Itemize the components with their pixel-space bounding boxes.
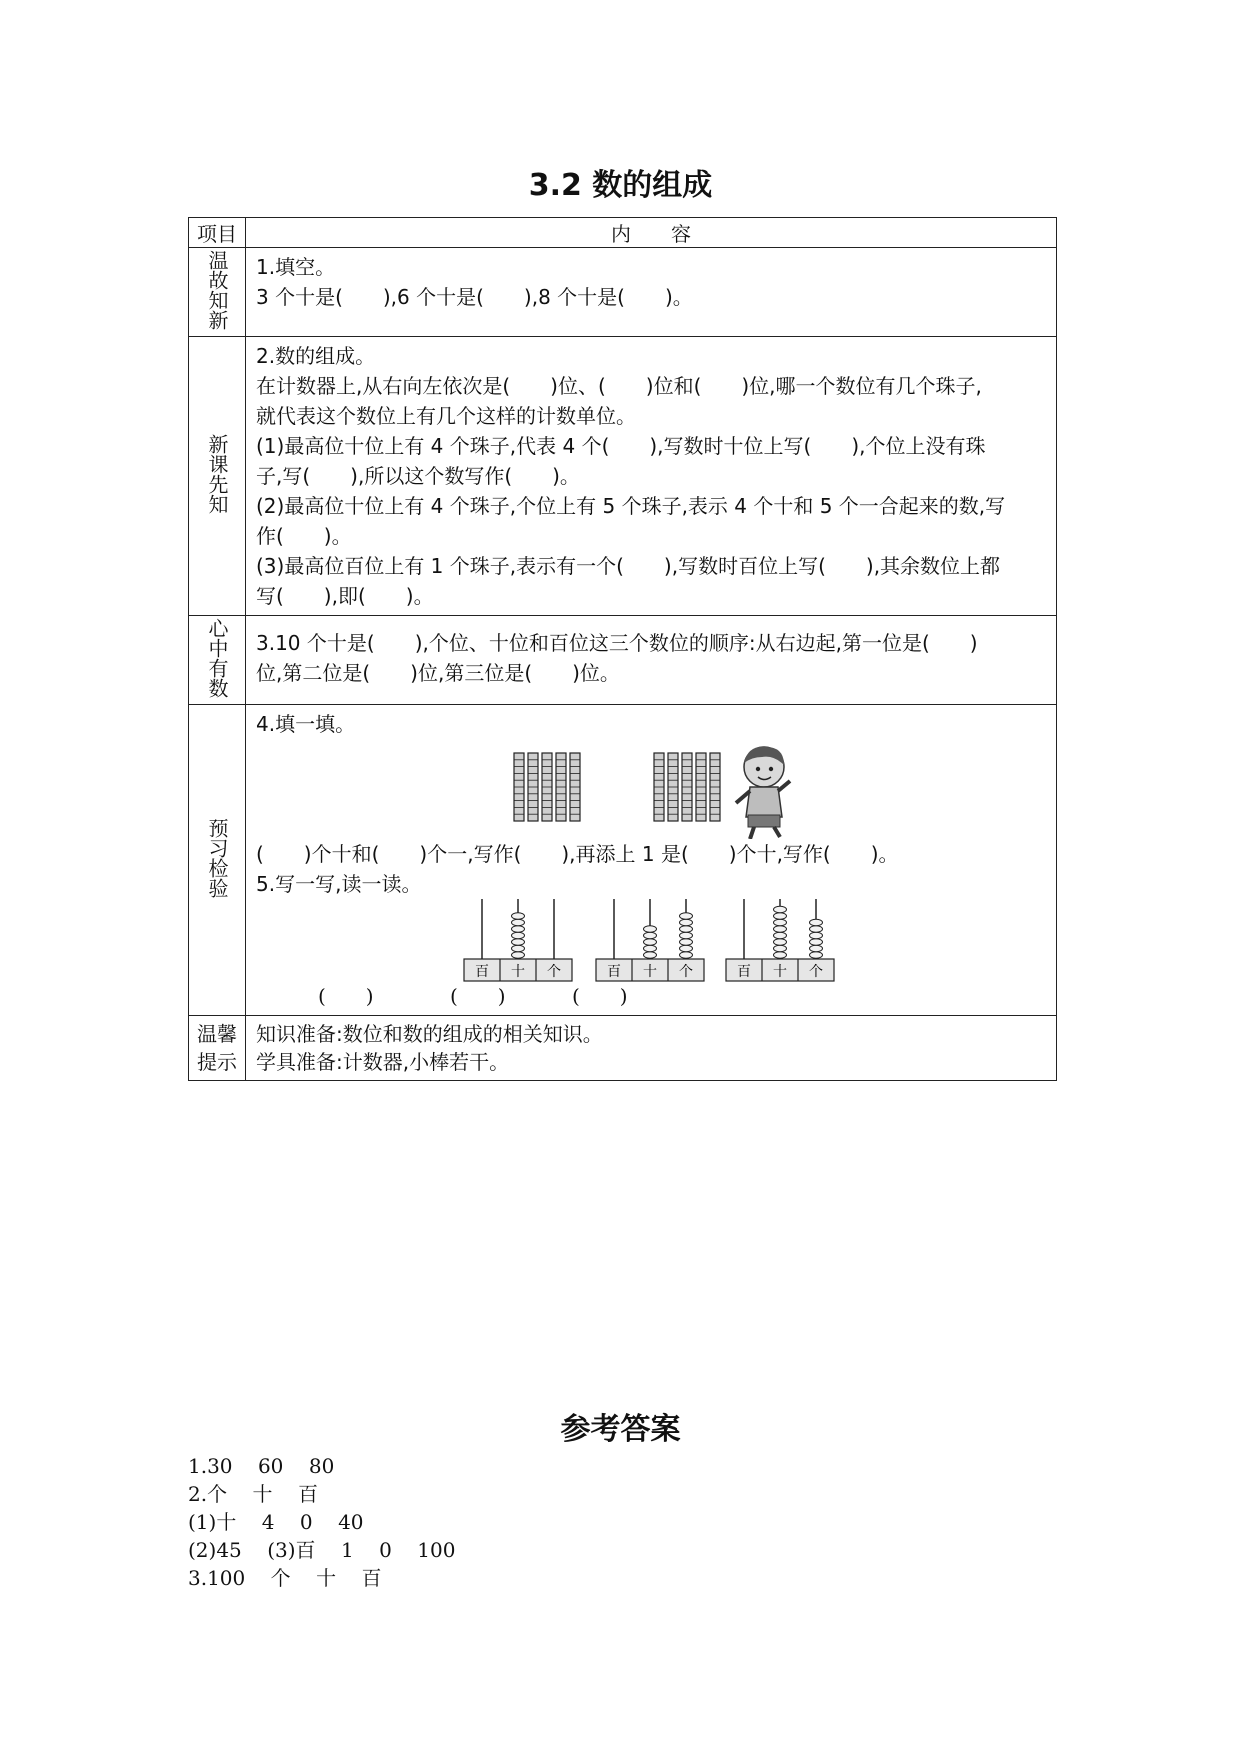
- abacus-place-label: 十: [643, 964, 657, 980]
- row-label: 新课先知: [189, 337, 246, 616]
- row-content: [246, 705, 1057, 1016]
- row-label: 预习检验: [189, 705, 246, 1016]
- abacus-bead: [680, 952, 693, 958]
- question-4-title: 4.填一填。: [256, 712, 356, 736]
- answers-title: 参考答案: [560, 1412, 681, 1447]
- abacus-bead: [680, 939, 693, 945]
- abacus-bead: [644, 939, 657, 945]
- table-header-row: [189, 218, 1057, 248]
- question-line: 就代表这个数位上有几个这样的计数单位。: [256, 404, 636, 428]
- abacus-blank: ( ): [572, 984, 628, 1008]
- question-line: (1)最高位十位上有 4 个珠子,代表 4 个( ),写数时十位上写( ),个位上没有珠: [256, 434, 986, 458]
- abacus-bead: [810, 932, 823, 938]
- row-content: [246, 1016, 1057, 1081]
- answer-line: (1)十 4 0 40: [188, 1510, 364, 1534]
- question-line: 3 个十是( ),6 个十是( ),8 个十是( )。: [256, 285, 693, 309]
- table-row: [189, 705, 1057, 1016]
- question-5-title: 5.写一写,读一读。: [256, 872, 422, 896]
- abacus-bead: [512, 926, 525, 932]
- abacus-bead: [644, 926, 657, 932]
- abacus-bead: [512, 952, 525, 958]
- abacus-place-label: 十: [773, 964, 787, 980]
- abacus-bead: [810, 952, 823, 958]
- abacus-bead: [512, 945, 525, 951]
- abacus-bead: [810, 945, 823, 951]
- table-row: [189, 1016, 1057, 1081]
- abacus-bead: [680, 926, 693, 932]
- table-row: [189, 616, 1057, 705]
- abacus-place-label: 百: [607, 964, 621, 980]
- abacus-figure: [256, 899, 1046, 1011]
- answer-line: (2)45 (3)百 1 0 100: [188, 1538, 456, 1562]
- abacus-blank: ( ): [450, 984, 506, 1008]
- row-content: [246, 616, 1057, 705]
- abacus-bead: [680, 919, 693, 925]
- abacus-illustration: [256, 899, 1056, 1011]
- header-content: 内 容: [246, 218, 1057, 248]
- sticks-figure: [256, 739, 1046, 839]
- abacus-place-label: 个: [547, 964, 561, 980]
- abacus-bead: [774, 939, 787, 945]
- answer-line: 1.30 60 80: [188, 1454, 335, 1478]
- question-line: 位,第二位是( )位,第三位是( )位。: [256, 661, 620, 685]
- abacus-bead: [512, 913, 525, 919]
- row-content: [246, 248, 1057, 337]
- abacus-bead: [810, 926, 823, 932]
- answer-line: 2.个 十 百: [188, 1482, 318, 1506]
- abacus-bead: [774, 932, 787, 938]
- row-content: [246, 337, 1057, 616]
- abacus-place-label: 百: [475, 964, 489, 980]
- abacus-bead: [774, 919, 787, 925]
- page-title: 3.2 数的组成: [528, 168, 713, 203]
- abacus-bead: [512, 919, 525, 925]
- abacus-bead: [512, 939, 525, 945]
- abacus-place-label: 个: [809, 964, 823, 980]
- abacus-bead: [774, 952, 787, 958]
- abacus-blank: ( ): [318, 984, 374, 1008]
- question-line: 3.10 个十是( ),个位、十位和百位这三个数位的顺序:从右边起,第一位是( ): [256, 631, 978, 655]
- abacus-bead: [810, 919, 823, 925]
- tip-label: 温馨 提示: [197, 1022, 237, 1074]
- question-line: (3)最高位百位上有 1 个珠子,表示有一个( ),写数时百位上写( ),其余数位上都: [256, 554, 1001, 578]
- answers-list: [188, 1452, 455, 1592]
- abacus-bead: [774, 945, 787, 951]
- abacus-bead: [774, 926, 787, 932]
- worksheet-table: [188, 217, 1057, 1081]
- answer-line: 3.100 个 十 百: [188, 1566, 382, 1590]
- table-row: [189, 337, 1057, 616]
- abacus-bead: [644, 932, 657, 938]
- abacus-bead: [644, 945, 657, 951]
- question-line: 作( )。: [256, 524, 352, 548]
- question-line: 子,写( ),所以这个数写作( )。: [256, 464, 580, 488]
- row-label: 心中有数: [189, 616, 246, 705]
- stick-bundles-illustration: [256, 739, 1056, 839]
- question-line: 写( ),即( )。: [256, 584, 434, 608]
- tip-line: 学具准备:计数器,小棒若干。: [256, 1050, 510, 1074]
- row-label: [189, 1016, 246, 1081]
- row-label: 温故知新: [189, 248, 246, 337]
- table-row: [189, 248, 1057, 337]
- abacus-bead: [512, 932, 525, 938]
- abacus-bead: [680, 913, 693, 919]
- question-line: 1.填空。: [256, 255, 336, 279]
- abacus-place-label: 百: [737, 964, 751, 980]
- abacus-bead: [680, 932, 693, 938]
- abacus-bead: [810, 939, 823, 945]
- abacus-bead: [774, 913, 787, 919]
- question-4-fill: ( )个十和( )个一,写作( ),再添上 1 是( )个十,写作( )。: [256, 842, 899, 866]
- header-item: 项目: [189, 218, 246, 248]
- abacus-bead: [774, 906, 787, 912]
- stick-bundle-group: [514, 753, 580, 821]
- question-line: 在计数器上,从右向左依次是( )位、( )位和( )位,哪一个数位有几个珠子,: [256, 374, 982, 398]
- stick-bundle-group: [654, 753, 720, 821]
- question-line: 2.数的组成。: [256, 344, 376, 368]
- boy-icon: [736, 747, 790, 839]
- abacus-bead: [680, 945, 693, 951]
- abacus-bead: [644, 952, 657, 958]
- tip-line: 知识准备:数位和数的组成的相关知识。: [256, 1022, 603, 1046]
- abacus-place-label: 十: [511, 964, 525, 980]
- abacus-place-label: 个: [679, 964, 693, 980]
- question-line: (2)最高位十位上有 4 个珠子,个位上有 5 个珠子,表示 4 个十和 5 个一合起来的数,写: [256, 494, 1006, 518]
